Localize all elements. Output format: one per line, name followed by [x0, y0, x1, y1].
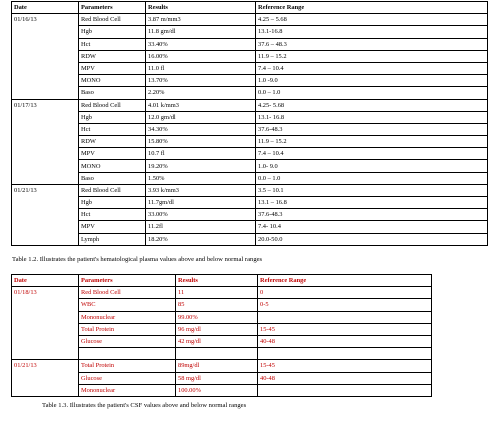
reference-range-cell: 15-45 [258, 323, 432, 335]
table-header-row [12, 2, 488, 14]
result-cell: 16.00% [146, 50, 256, 62]
date-cell: 01/18/13 [12, 287, 79, 360]
table-row [12, 123, 488, 135]
header-results: Results [176, 275, 258, 287]
table-row [12, 160, 488, 172]
reference-range-cell: 0 [258, 287, 432, 299]
parameter-cell: Hct [79, 123, 146, 135]
parameter-cell: Red Blood Cell [79, 99, 146, 111]
parameter-cell: RDW [79, 50, 146, 62]
reference-range-cell: 40-48 [258, 372, 432, 384]
result-cell: 3.87 m/mm3 [146, 14, 256, 26]
reference-range-cell: 0.0 – 1.0 [256, 87, 488, 99]
parameter-cell: Lymph [79, 233, 146, 245]
reference-range-cell: 20.0-50.0 [256, 233, 488, 245]
parameter-cell: Total Protein [79, 323, 176, 335]
result-cell: 15.80% [146, 136, 256, 148]
header-parameters: Parameters [79, 275, 176, 287]
parameter-cell: Glucose [79, 372, 176, 384]
reference-range-cell: 1.0- 9.0 [256, 160, 488, 172]
header-reference-range: Reference Range [256, 2, 488, 14]
parameter-cell: WBC [79, 299, 176, 311]
reference-range-cell: 1.0 -9.0 [256, 75, 488, 87]
table-row [12, 148, 488, 160]
header-date: Date [12, 275, 79, 287]
date-cell: 01/21/13 [12, 184, 79, 245]
parameter-cell: RDW [79, 136, 146, 148]
reference-range-cell: 13.1- 16.8 [256, 111, 488, 123]
parameter-cell: Red Blood Cell [79, 287, 176, 299]
parameter-cell: Hct [79, 38, 146, 50]
result-cell: 89mg/dl [176, 360, 258, 372]
parameter-cell: Hgb [79, 111, 146, 123]
result-cell: 96 mg/dl [176, 323, 258, 335]
result-cell: 58 mg/dl [176, 372, 258, 384]
date-cell: 01/21/13 [12, 360, 79, 397]
result-cell: 85 [176, 299, 258, 311]
reference-range-cell: 7.4 – 10.4 [256, 148, 488, 160]
table-header-row [12, 275, 432, 287]
table-row [12, 197, 488, 209]
table-row [12, 209, 488, 221]
header-parameters: Parameters [79, 2, 146, 14]
result-cell: 12.0 gm/dl [146, 111, 256, 123]
reference-range-cell [258, 311, 432, 323]
table-row [12, 14, 488, 26]
csf-table [11, 274, 432, 397]
parameter-cell: Red Blood Cell [79, 14, 146, 26]
reference-range-cell [258, 384, 432, 396]
header-reference-range: Reference Range [258, 275, 432, 287]
table-caption: Table 1.3. Illustrates the patient's CSF values above and below normal ranges [42, 402, 247, 409]
result-cell: 11.2fl [146, 221, 256, 233]
hematology-table [11, 1, 488, 246]
header-results: Results [146, 2, 256, 14]
parameter-cell: Hct [79, 209, 146, 221]
reference-range-cell: 15-45 [258, 360, 432, 372]
parameter-cell: Hgb [79, 197, 146, 209]
table-row [12, 75, 488, 87]
parameter-cell: Baso [79, 87, 146, 99]
parameter-cell: MPV [79, 221, 146, 233]
result-cell: 99.00% [176, 311, 258, 323]
reference-range-cell: 13.1 – 16.8 [256, 197, 488, 209]
result-cell: 11.8 gm/dl [146, 26, 256, 38]
table-row [12, 233, 488, 245]
reference-range-cell: 40-48 [258, 335, 432, 347]
table-row [12, 87, 488, 99]
parameter-cell: MONO [79, 75, 146, 87]
result-cell: 33.40% [146, 38, 256, 50]
table-row [12, 172, 488, 184]
result-cell: 13.70% [146, 75, 256, 87]
result-cell: 18.20% [146, 233, 256, 245]
reference-range-cell: 11.9 – 15.2 [256, 136, 488, 148]
reference-range-cell: 7.4 – 10.4 [256, 62, 488, 74]
table-row [12, 26, 488, 38]
header-date: Date [12, 2, 79, 14]
parameter-cell: Mononuclear [79, 384, 176, 396]
result-cell: 11.7gm/dl [146, 197, 256, 209]
result-cell: 11 [176, 287, 258, 299]
table-row [12, 50, 488, 62]
result-cell: 2.20% [146, 87, 256, 99]
parameter-cell: Baso [79, 172, 146, 184]
table-row [12, 184, 488, 196]
result-cell: 19.20% [146, 160, 256, 172]
reference-range-cell: 4.25 – 5.68 [256, 14, 488, 26]
parameter-cell: Glucose [79, 335, 176, 347]
table-row [12, 360, 432, 372]
parameter-cell: MPV [79, 148, 146, 160]
result-cell: 33.00% [146, 209, 256, 221]
result-cell: 1.50% [146, 172, 256, 184]
reference-range-cell: 37.6 – 48.3 [256, 38, 488, 50]
table-row [12, 111, 488, 123]
table-row [12, 99, 488, 111]
reference-range-cell: 37.6-48.3 [256, 209, 488, 221]
date-cell: 01/17/13 [12, 99, 79, 184]
date-cell: 01/16/13 [12, 14, 79, 99]
table-row [12, 287, 432, 299]
reference-range-cell: 7.4- 10.4 [256, 221, 488, 233]
parameter-cell: Total Protein [79, 360, 176, 372]
table-caption: Table 1.2. Illustrates the patient's hematological plasma values above and below normal ranges [12, 256, 263, 263]
result-cell: 10.7 fl [146, 148, 256, 160]
reference-range-cell: 11.9 – 15.2 [256, 50, 488, 62]
parameter-cell [79, 348, 176, 360]
reference-range-cell [258, 348, 432, 360]
reference-range-cell: 0.0 – 1.0 [256, 172, 488, 184]
result-cell: 11.0 fl [146, 62, 256, 74]
reference-range-cell: 13.1-16.8 [256, 26, 488, 38]
result-cell: 42 mg/dl [176, 335, 258, 347]
table-row [12, 62, 488, 74]
parameter-cell: Mononuclear [79, 311, 176, 323]
parameter-cell: MONO [79, 160, 146, 172]
result-cell: 34.30% [146, 123, 256, 135]
result-cell: 3.93 k/mm3 [146, 184, 256, 196]
reference-range-cell: 4.25- 5.68 [256, 99, 488, 111]
parameter-cell: Red Blood Cell [79, 184, 146, 196]
result-cell: 4.01 k/mm3 [146, 99, 256, 111]
reference-range-cell: 3.5 – 10.1 [256, 184, 488, 196]
parameter-cell: MPV [79, 62, 146, 74]
reference-range-cell: 37.6-48.3 [256, 123, 488, 135]
reference-range-cell: 0-5 [258, 299, 432, 311]
table-row [12, 136, 488, 148]
table-row [12, 38, 488, 50]
table-row [12, 221, 488, 233]
result-cell: 100.00% [176, 384, 258, 396]
parameter-cell: Hgb [79, 26, 146, 38]
result-cell [176, 348, 258, 360]
